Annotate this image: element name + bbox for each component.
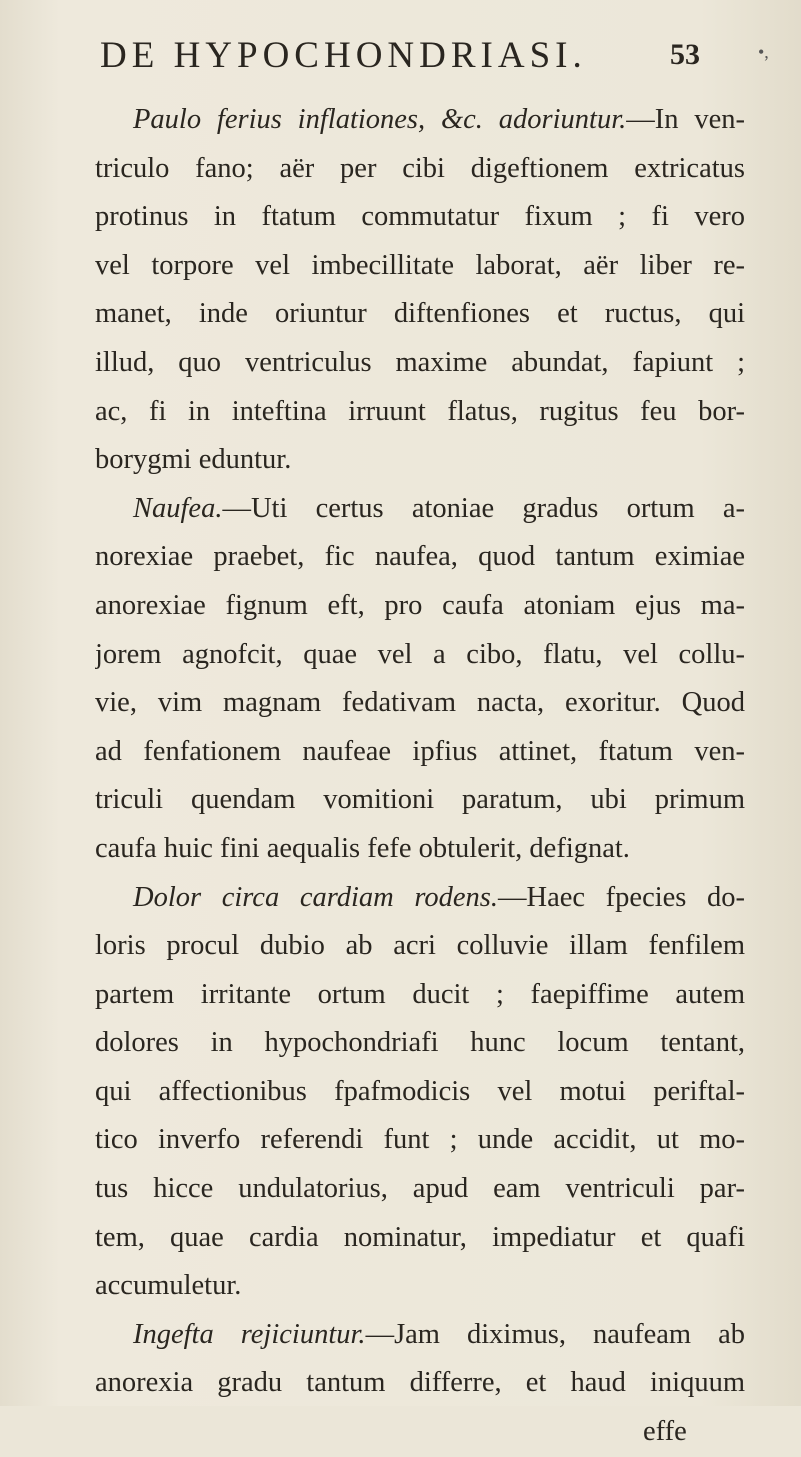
text-line: tem, quae cardia nominatur, impediatur et quafi <box>95 1221 745 1253</box>
section-heading: Dolor circa cardiam rodens. <box>133 881 499 913</box>
text-line: qui affectionibus fpafmodicis vel motui periftal- <box>95 1075 745 1107</box>
text-line: Naufea.—Uti certus atoniae gradus ortum a- <box>133 492 745 524</box>
text-line: anorexiae fignum eft, pro caufa atoniam ejus ma- <box>95 589 745 621</box>
text-line: triculo fano; aër per cibi digeftionem extricatus <box>95 152 745 184</box>
section-heading: Ingefta rejiciuntur. <box>133 1318 366 1350</box>
catchword: effe <box>643 1416 687 1448</box>
text-line: manet, inde oriuntur diftenfiones et ructus, qui <box>95 298 745 330</box>
body-text <box>95 96 745 1457</box>
text-line: illud, quo ventriculus maxime abundat, fapiunt ; <box>95 346 745 378</box>
text-line: borygmi eduntur. <box>95 444 292 476</box>
page-header <box>100 34 700 84</box>
text-line: caufa huic fini aequalis fefe obtulerit, defignat. <box>95 832 630 864</box>
text-line: loris procul dubio ab acri colluvie illam fenfilem <box>95 930 745 962</box>
running-title: DE HYPOCHONDRIASI. <box>100 35 587 76</box>
text-line: accumuletur. <box>95 1270 242 1302</box>
section-heading: Naufea. <box>133 492 223 524</box>
corner-mark: •, <box>758 42 769 62</box>
text-line: triculi quendam vomitioni paratum, ubi primum <box>95 784 745 816</box>
text-line: ad fenfationem naufeae ipfius attinet, ftatum ven- <box>95 735 745 767</box>
text-line: protinus in ftatum commutatur fixum ; fi vero <box>95 201 745 233</box>
text-line: Ingefta rejiciuntur.—Jam diximus, naufeam ab <box>133 1318 745 1350</box>
text-line: anorexia gradu tantum differre, et haud iniquum <box>95 1367 745 1399</box>
text-line: partem irritante ortum ducit ; faepiffime autem <box>95 978 745 1010</box>
text-line: dolores in hypochondriafi hunc locum tentant, <box>95 1027 745 1059</box>
section-heading: Paulo ferius inflationes, &c. adoriuntur. <box>133 104 627 135</box>
text-line: Dolor circa cardiam rodens.—Haec fpecies do- <box>133 881 745 913</box>
text-line: tico inverfo referendi funt ; unde accidit, ut mo- <box>95 1124 745 1156</box>
text-line: Paulo ferius inflationes, &c. adoriuntur.—In ven- <box>133 104 745 135</box>
text-line: ac, fi in inteftina irruunt flatus, rugitus feu bor- <box>95 395 745 427</box>
page-number: 53 <box>670 38 700 71</box>
text-line: vie, vim magnam fedativam nacta, exoritur. Quod <box>95 687 745 719</box>
text-line: jorem agnofcit, quae vel a cibo, flatu, vel collu- <box>95 638 745 670</box>
text-line: vel torpore vel imbecillitate laborat, aër liber re- <box>95 249 745 281</box>
text-line: norexiae praebet, fic naufea, quod tantum eximiae <box>95 541 745 573</box>
text-line: tus hicce undulatorius, apud eam ventriculi par- <box>95 1173 745 1205</box>
